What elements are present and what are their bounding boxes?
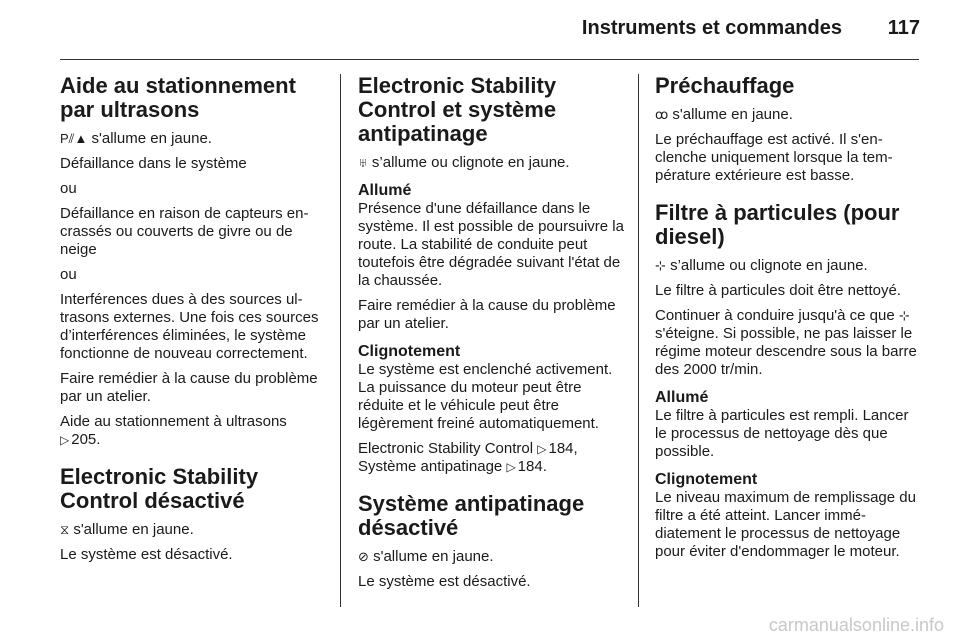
glow-plug-icon: ꝏ xyxy=(655,107,669,122)
column-2 xyxy=(358,74,626,598)
tc-off-status-line xyxy=(358,548,626,566)
esc-off-status-text: s'allume en jaune. xyxy=(73,521,194,538)
esc-on-p1: Présence d'une défaillance dans le système. Il est possible de poursuivre la route. La stabilité de conduite peut toutefois être dégradée suivant l'état de la chaussée. xyxy=(358,200,624,289)
particle-filter-icon: ⊹ xyxy=(898,308,910,323)
esc-status-text: s’allume ou clignote en jaune. xyxy=(371,154,570,171)
parking-reference xyxy=(60,413,328,449)
section-title-parking: Aide au stationnement par ultrasons xyxy=(60,73,296,122)
parking-p4: ou xyxy=(60,266,77,283)
page-header xyxy=(0,0,960,60)
esc-icon: ♅ xyxy=(358,155,368,170)
filter-blink-p1: Le niveau maximum de remplissage du filtre a été atteint. Lancer immédiatement le processus de nettoyage pour éviter d'endommager le moteur. xyxy=(655,489,916,560)
page-title: Instruments et commandes xyxy=(581,17,842,39)
filter-p2-end: s'éteigne. Si possible, ne pas laisser le régime moteur descendre sous la barre des 2000 tr/min. xyxy=(655,325,917,378)
subsection-title-esc-blink: Clignotement xyxy=(358,343,461,360)
subsection-title-filter-on: Allumé xyxy=(655,389,709,406)
particle-filter-icon: ⊹ xyxy=(655,258,666,273)
section-title-esc: Electronic Stability Control et système antipatinage xyxy=(358,73,557,146)
filter-p2-start: Continuer à conduire jusqu'à ce que xyxy=(655,307,895,324)
section-title-preheat: Préchauffage xyxy=(655,73,795,98)
arrow-ref-icon: ▷ xyxy=(506,460,516,474)
header-divider xyxy=(60,59,919,60)
tc-off-status-text: s'allume en jaune. xyxy=(373,548,494,565)
arrow-ref-icon: ▷ xyxy=(537,442,547,456)
esc-on-p2: Faire remédier à la cause du problème par un atelier. xyxy=(358,297,616,332)
esc-ref-text: Electronic Stability Control xyxy=(358,440,534,457)
parking-status-text: s'allume en jaune. xyxy=(91,130,212,147)
section-title-tc-off: Système antipatinage désactivé xyxy=(358,491,585,540)
subsection-title-esc-on: Allumé xyxy=(358,182,412,199)
watermark: carmanualsonline.info xyxy=(768,615,944,635)
parking-sensor-icon: P⫽▲ xyxy=(60,131,88,146)
column-3 xyxy=(655,74,923,568)
parking-ref-page[interactable]: 205. xyxy=(71,431,101,448)
section-title-filter: Filtre à particules (pour diesel) xyxy=(655,200,900,249)
arrow-ref-icon: ▷ xyxy=(60,433,70,447)
subsection-title-filter-blink: Clignotement xyxy=(655,471,758,488)
filter-status-text: s’allume ou clignote en jaune. xyxy=(670,257,868,274)
preheat-status-text: s'allume en jaune. xyxy=(672,106,793,123)
parking-p1: Défaillance dans le système xyxy=(60,155,247,172)
tc-ref-text: Système antipatinage xyxy=(358,458,503,475)
esc-off-status-line xyxy=(60,521,328,539)
parking-p2: ou xyxy=(60,180,77,197)
preheat-status-line xyxy=(655,106,923,124)
column-1 xyxy=(60,74,328,571)
esc-status-line xyxy=(358,154,626,172)
esc-ref-page[interactable]: 184, xyxy=(548,440,578,457)
filter-p1: Le filtre à particules doit être nettoyé. xyxy=(655,282,901,299)
filter-on-p1: Le filtre à particules est rempli. Lancer le processus de nettoyage dès que possible. xyxy=(655,407,909,460)
column-divider-2 xyxy=(638,74,639,607)
section-title-esc-off: Electronic Stability Control désactivé xyxy=(60,464,259,513)
filter-status-line xyxy=(655,257,923,275)
preheat-p1: Le préchauffage est activé. Il s'enclenche uniquement lorsque la température extérieure est basse. xyxy=(655,131,893,184)
parking-ref-text: Aide au stationnement à ultrasons xyxy=(60,413,287,430)
column-divider-1 xyxy=(340,74,341,607)
parking-p5: Interférences dues à des sources ultrasons externes. Une fois ces sources d’interférences éliminées, le système fonctionne de nouveau correctement. xyxy=(60,291,319,362)
traction-off-icon: ⊘ xyxy=(358,549,369,564)
page-number: 117 xyxy=(887,17,920,39)
parking-p6: Faire remédier à la cause du problème par un atelier. xyxy=(60,370,318,405)
esc-off-p1: Le système est désactivé. xyxy=(60,546,233,563)
esc-blink-references xyxy=(358,440,626,476)
esc-blink-p1: Le système est enclenché activement. La puissance du moteur peut être réduite et le véhicule peut être légèrement freiné automatiquement. xyxy=(358,361,613,432)
parking-status-line xyxy=(60,130,328,148)
tc-off-p1: Le système est désactivé. xyxy=(358,573,531,590)
tc-ref-page[interactable]: 184. xyxy=(517,458,547,475)
parking-p3: Défaillance en raison de capteurs encrassés ou couverts de givre ou de neige xyxy=(60,205,309,258)
esc-off-icon: ⧖ xyxy=(60,522,70,537)
filter-p2 xyxy=(655,307,923,379)
